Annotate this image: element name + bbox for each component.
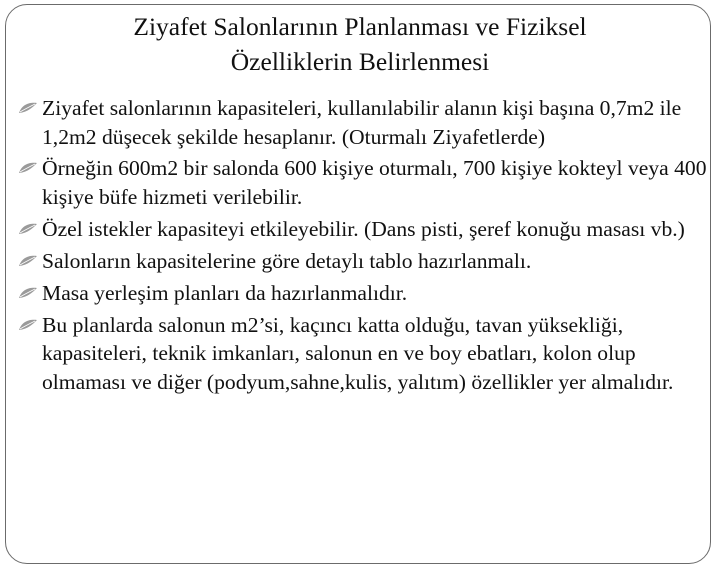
leaf-bullet-icon [18, 161, 38, 175]
bullet-text: Masa yerleşim planları da hazırlanmalıdır. [42, 280, 408, 305]
bullet-text: Salonların kapasitelerine göre detaylı tablo hazırlanmalı. [42, 248, 532, 273]
bullet-text: Bu planlarda salonun m2’si, kaçıncı katta olduğu, tavan yüksekliği, kapasiteleri, teknik imkanları, salonun en ve boy ebatları, kolon olup olmaması ve diğer (podyum,sahne,kulis, yalıtım) özellikler yer almalıdır. [42, 312, 674, 394]
bullet-item [16, 311, 716, 397]
leaf-bullet-icon [18, 101, 38, 115]
bullet-item [16, 94, 716, 151]
bullet-text: Ziyafet salonlarının kapasiteleri, kullanılabilir alanın kişi başına 0,7m2 ile 1,2m2 düşecek şekilde hesaplanır. (Oturmalı Ziyafetlerde) [42, 96, 682, 149]
bullet-text: Örneğin 600m2 bir salonda 600 kişiye oturmalı, 700 kişiye kokteyl veya 400 kişiye büfe hizmeti verilebilir. [42, 156, 707, 210]
slide-title [20, 9, 700, 79]
bullet-text: Özel istekler kapasiteyi etkileyebilir. (Dans pisti, şeref konuğu masası vb.) [42, 216, 685, 241]
leaf-bullet-icon [18, 222, 38, 236]
title-line-1: Ziyafet Salonlarının Planlanması ve Fiziksel [133, 12, 587, 41]
bullet-item [16, 247, 716, 276]
bullet-item [16, 154, 716, 211]
bullet-list [16, 94, 716, 400]
title-line-2: Özelliklerin Belirlenmesi [230, 47, 490, 76]
leaf-bullet-icon [18, 254, 38, 268]
bullet-item [16, 279, 716, 308]
leaf-bullet-icon [18, 286, 38, 300]
leaf-bullet-icon [18, 318, 38, 332]
bullet-item [16, 215, 716, 244]
